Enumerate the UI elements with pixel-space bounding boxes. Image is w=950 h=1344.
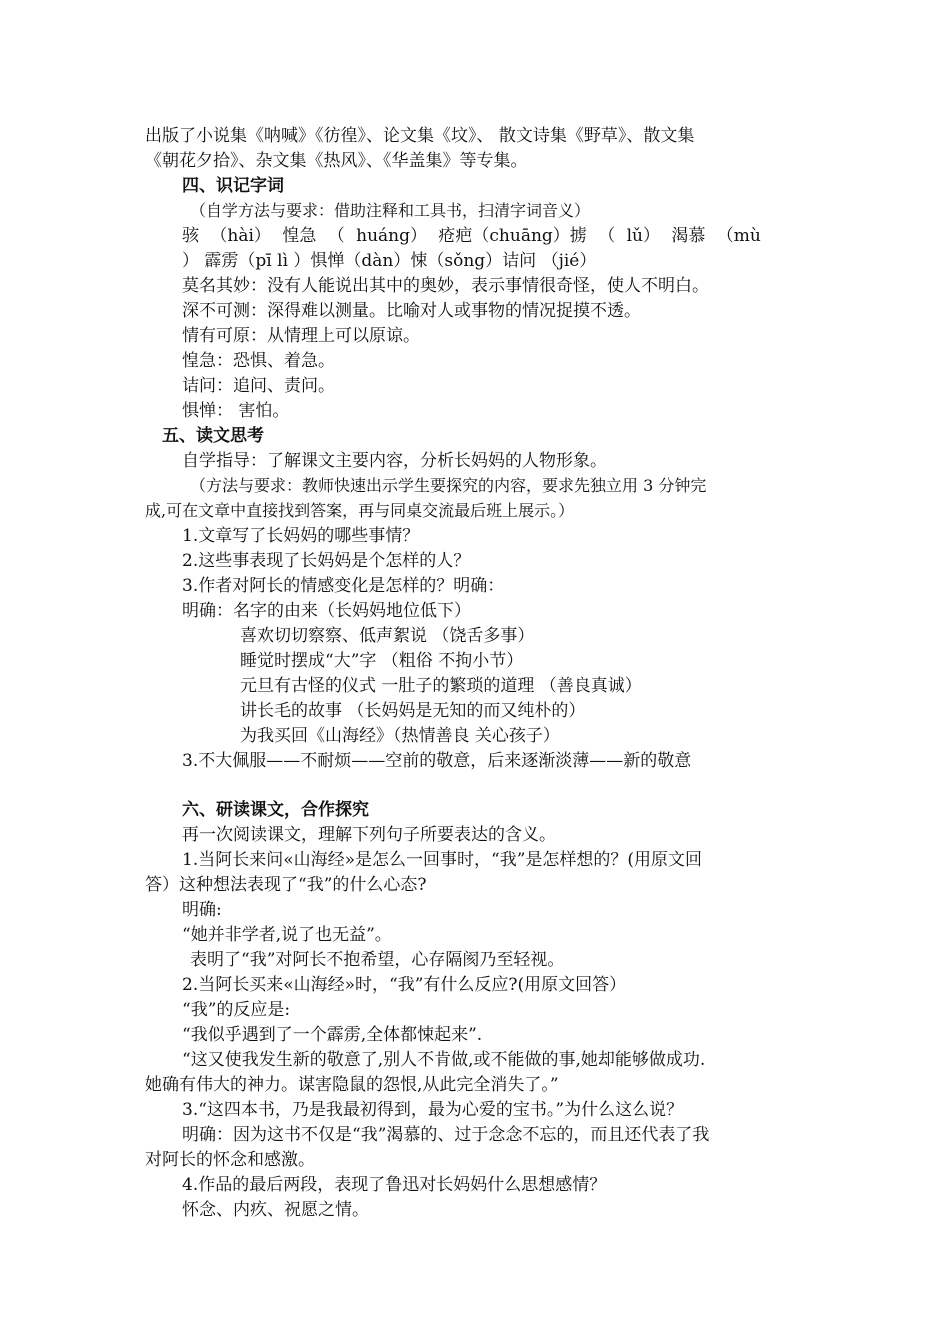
answer-line: 3.不大佩服——不耐烦——空前的敬意，后来逐渐淡薄——新的敬意 <box>182 751 692 771</box>
vocab-line: ） 霹雳（pī lì ）惧惮（dàn）悚（sǒng）诘问 （jié） <box>182 251 597 271</box>
answer-line: 明确：因为这书不仅是“我”渴慕的、过于念念不忘的，而且还代表了我 <box>182 1125 710 1145</box>
definition: 深不可测：深得难以测量。比喻对人或事物的情况捉摸不透。 <box>182 301 641 321</box>
method-note: 成,可在文章中直接找到答案，再与同桌交流最后班上展示。） <box>145 501 575 520</box>
definition: 莫名其妙：没有人能说出其中的奥妙，表示事情很奇怪，使人不明白。 <box>182 276 709 296</box>
vocab-line: 骇 （hài） 惶急 （ huáng） 疮疤（chuāng）掳 （ lǔ） 渴慕 （mù <box>182 226 761 246</box>
answer-line: 表明了“我”对阿长不抱希望，心存隔阂乃至轻视。 <box>190 950 565 970</box>
intro-line: 《朝花夕拾》、杂文集《热风》、《华盖集》等专集。 <box>145 151 528 171</box>
definition: 诘问：追问、责问。 <box>182 376 335 396</box>
question: 1.文章写了长妈妈的哪些事情？ <box>182 526 420 546</box>
method-note: （方法与要求：教师快速出示学生要探究的内容，要求先独立用 3 分钟完 <box>190 476 707 495</box>
section-heading: 四、识记字词 <box>182 176 284 196</box>
answer-line: 怀念、内疚、祝愿之情。 <box>182 1200 369 1220</box>
definition: 情有可原：从情理上可以原谅。 <box>182 326 420 346</box>
method-note: （自学方法与要求：借助注释和工具书，扫清字词音义） <box>190 201 591 220</box>
definition: 惧惮： 害怕。 <box>182 401 290 421</box>
question: 答）这种想法表现了“我”的什么心态? <box>145 875 427 895</box>
study-guide: 自学指导：了解课文主要内容，分析长妈妈的人物形象。 <box>182 451 607 471</box>
answer-line: 元旦有古怪的仪式 一肚子的繁琐的道理 （善良真诚） <box>240 676 642 696</box>
quote: “我似乎遇到了一个霹雳,全体都悚起来”. <box>182 1025 483 1045</box>
intro-line: 出版了小说集《呐喊》《彷徨》、论文集《坟》、 散文诗集《野草》、散文集 <box>145 126 695 146</box>
answer-label: “我”的反应是: <box>182 1000 291 1020</box>
quote: “她并非学者,说了也无益”。 <box>182 925 392 945</box>
quote: 她确有伟大的神力。谋害隐鼠的怨恨,从此完全消失了。” <box>145 1075 559 1095</box>
question: 2.当阿长买来«山海经»时，“我”有什么反应?(用原文回答） <box>182 975 627 995</box>
answer-line: 睡觉时摆成“大”字 （粗俗 不拘小节） <box>240 651 524 671</box>
definition: 惶急：恐惧、着急。 <box>182 351 335 371</box>
question: 1.当阿长来问«山海经»是怎么一回事时，“我”是怎样想的？(用原文回 <box>182 850 703 870</box>
answer-label: 明确: <box>182 900 222 920</box>
answer-line: 喜欢切切察察、低声絮说 （饶舌多事） <box>240 626 535 646</box>
question: 3.作者对阿长的情感变化是怎样的？明确： <box>182 576 505 596</box>
answer-line: 讲长毛的故事 （长妈妈是无知的而又纯朴的） <box>240 701 586 721</box>
question: 4.作品的最后两段，表现了鲁迅对长妈妈什么思想感情？ <box>182 1175 607 1195</box>
section-intro: 再一次阅读课文，理解下列句子所要表达的含义。 <box>182 825 556 845</box>
question: 3.“这四本书，乃是我最初得到，最为心爱的宝书。”为什么这么说？ <box>182 1100 684 1120</box>
section-heading: 六、研读课文，合作探究 <box>182 800 369 820</box>
quote: “这又使我发生新的敬意了,别人不肯做,或不能做的事,她却能够做成功. <box>182 1050 706 1070</box>
answer-line: 为我买回《山海经》（热情善良 关心孩子） <box>240 726 560 746</box>
answer-line: 明确：名字的由来（长妈妈地位低下） <box>182 601 471 621</box>
answer-line: 对阿长的怀念和感激。 <box>145 1150 315 1170</box>
question: 2.这些事表现了长妈妈是个怎样的人？ <box>182 551 471 571</box>
section-heading: 五、读文思考 <box>162 426 264 446</box>
